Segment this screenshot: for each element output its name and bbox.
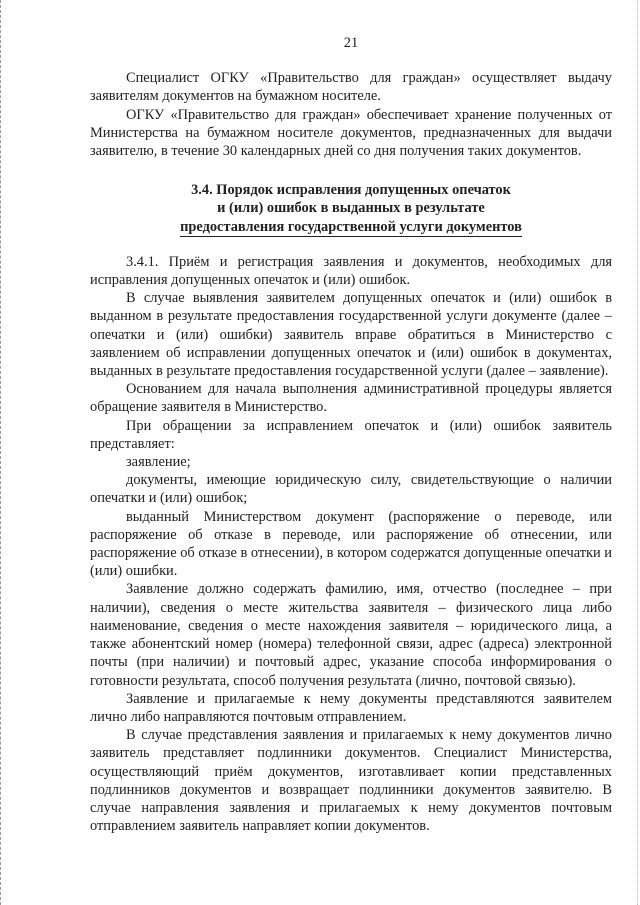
paragraph: В случае представления заявления и прилагаемых к нему документов лично заявитель представляет подлинники документов. Специалист Министерства, осуществляющий приём документов, изготавливает копии представленных подлинников документов и возвращает подлинники документов заявителю. В случае направления заявления и прилагаемых к нему документов почтовым отправлением заявитель направляет копии документов. [90, 727, 612, 835]
document-page [90, 34, 612, 835]
heading-line: 3.4. Порядок исправления допущенных опечаток [191, 182, 511, 199]
heading-line: предоставления государственной услуги документов [180, 218, 522, 235]
paragraph: Специалист ОГКУ «Правительство для граждан» осуществляет выдачу заявителям документов на бумажном носителе. [90, 70, 612, 105]
scan-border-left [0, 0, 5, 905]
list-item: документы, имеющие юридическую силу, свидетельствующие о наличии опечатки и (или) ошибок; [90, 472, 612, 507]
heading-line: и (или) ошибок в выданных в результате [217, 200, 485, 217]
paragraph: В случае выявления заявителем допущенных опечаток и (или) ошибок в выданном в результате предоставления государственной услуги документе (далее – опечатки и (или) ошибки) заявитель вправе обратиться в Министерство с заявлением об исправлении допущенных опечаток и (или) ошибок в документах, выданных в результате предоставления государственной услуги (далее – заявление). [90, 290, 612, 380]
paragraph: Основанием для начала выполнения административной процедуры является обращение заявителя в Министерство. [90, 381, 612, 416]
paragraph: ОГКУ «Правительство для граждан» обеспечивает хранение полученных от Министерства на бумажном носителе документов, предназначенных для выдачи заявителю, в течение 30 календарных дней со дня получения таких документов. [90, 106, 612, 160]
list-item: заявление; [126, 454, 191, 471]
paragraph: Заявление должно содержать фамилию, имя, отчество (последнее – при наличии), сведения о месте жительства заявителя – физического лица либо наименование, сведения о месте нахождения заявителя – юридического лица, а также абонентский номер (номера) телефонной связи, адрес (адреса) электронной почты (при наличии) и почтовый адрес, указание способа информирования о готовности результата, способ получения результата (лично, почтовой связью). [90, 581, 612, 689]
paragraph: Заявление и прилагаемые к нему документы представляются заявителем лично либо направляются почтовым отправлением. [90, 690, 612, 725]
page-number: 21 [343, 35, 359, 51]
list-item: выданный Министерством документ (распоряжение о переводе, или распоряжение об отказе в переводе, или распоряжение об отнесении, или распоряжение об отказе в отнесении), в котором содержатся допущенные опечатки и (или) ошибки. [90, 508, 612, 580]
scan-border-right [635, 0, 638, 905]
paragraph-3-4-1: 3.4.1. Приём и регистрация заявления и документов, необходимых для исправления допущенных опечаток и (или) ошибок. [90, 253, 612, 289]
paragraph: При обращении за исправлением опечаток и (или) ошибок заявитель представляет: [90, 417, 612, 452]
section-heading [90, 181, 612, 236]
